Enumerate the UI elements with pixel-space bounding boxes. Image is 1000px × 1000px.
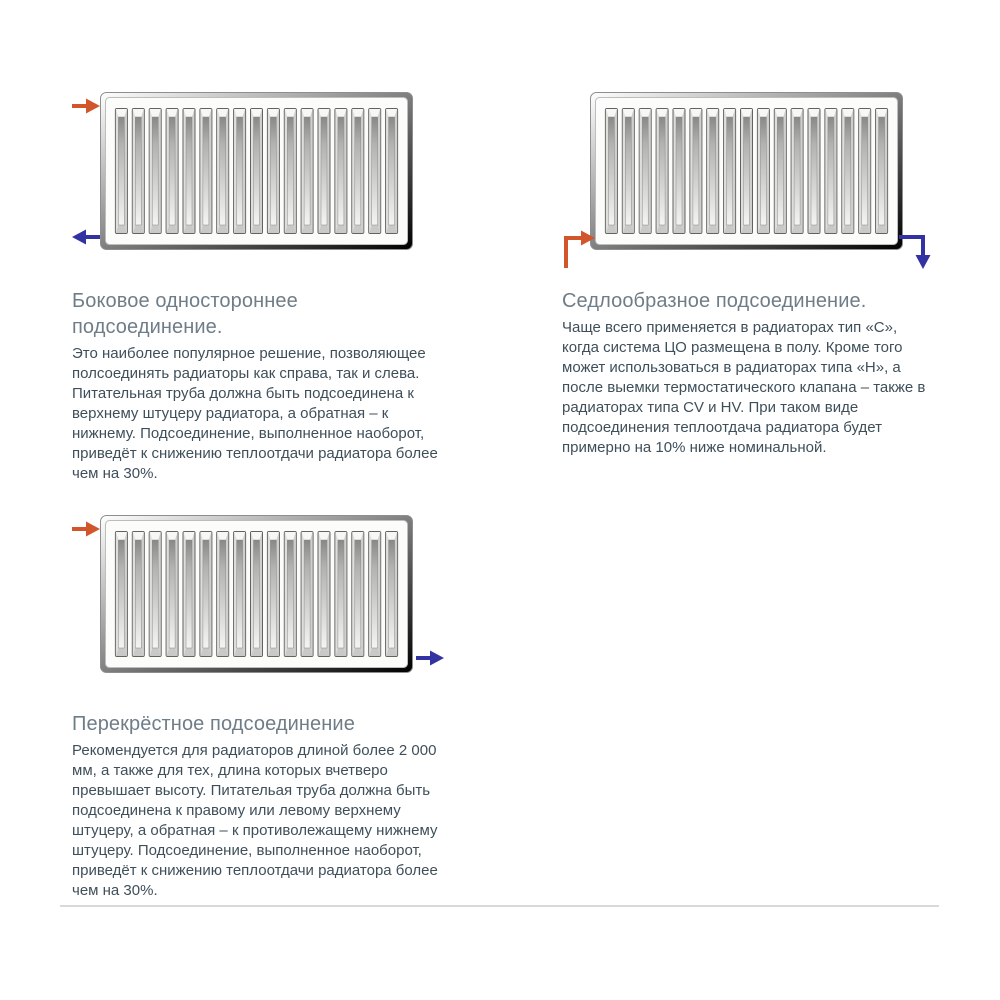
return-outlet-arrow-icon xyxy=(416,650,444,666)
section-body: Рекомендуется для радиаторов длиной более 2 000 мм, а также для тех, длина которых вчетверо превышает высоту. Питательая труба должна быть подсоединена к правому или левому верхнему штуцеру, а обратная – к противолежащему нижнему штуцеру. Подсоединение, выполненное наоборот, приведёт к снижению теплоотдачи радиатора более чем на 30%. xyxy=(72,742,438,899)
radiator-illustration xyxy=(590,92,903,250)
section-heading: Перекрёстное подсоединение xyxy=(72,713,355,735)
radiator-diagram xyxy=(72,515,444,673)
section-side-single-connection xyxy=(72,92,444,484)
section-body: Чаще всего применяется в радиаторах тип «С», когда система ЦО размещена в полу. Кроме того может использоваться в радиаторах типа «Н», а после выемки термостатического клапана – также в радиаторах типа CV и HV. При таком виде подсоединения теплоотдача радиатора будет примерно на 10% ниже номинальной. xyxy=(562,319,926,456)
radiator-diagram xyxy=(562,92,934,250)
supply-inlet-arrow-icon xyxy=(562,228,596,268)
section-cross-connection xyxy=(72,515,444,901)
radiator-illustration xyxy=(100,92,413,250)
supply-inlet-arrow-icon xyxy=(72,98,100,114)
section-body: Это наиболее популярное решение, позволяющее полсоединять радиаторы как справа, так и слева. Питательная труба должна быть подсоединена к верхнему штуцеру радиатора, а обратная – к нижнему. Подсоединение, выполненное наоборот, приведёт к снижению теплоотдачи радиатора более чем на 30%. xyxy=(72,345,438,482)
return-outlet-arrow-icon xyxy=(899,233,937,271)
section-saddle-connection xyxy=(562,92,934,458)
section-heading: Седлообразное подсоединение. xyxy=(562,290,867,312)
supply-inlet-arrow-icon xyxy=(72,521,100,537)
radiator-illustration xyxy=(100,515,413,673)
return-outlet-arrow-icon xyxy=(72,229,100,245)
bottom-divider xyxy=(60,905,939,907)
radiator-diagram xyxy=(72,92,444,250)
section-heading: Боковое одностороннее подсоединение. xyxy=(72,290,298,338)
